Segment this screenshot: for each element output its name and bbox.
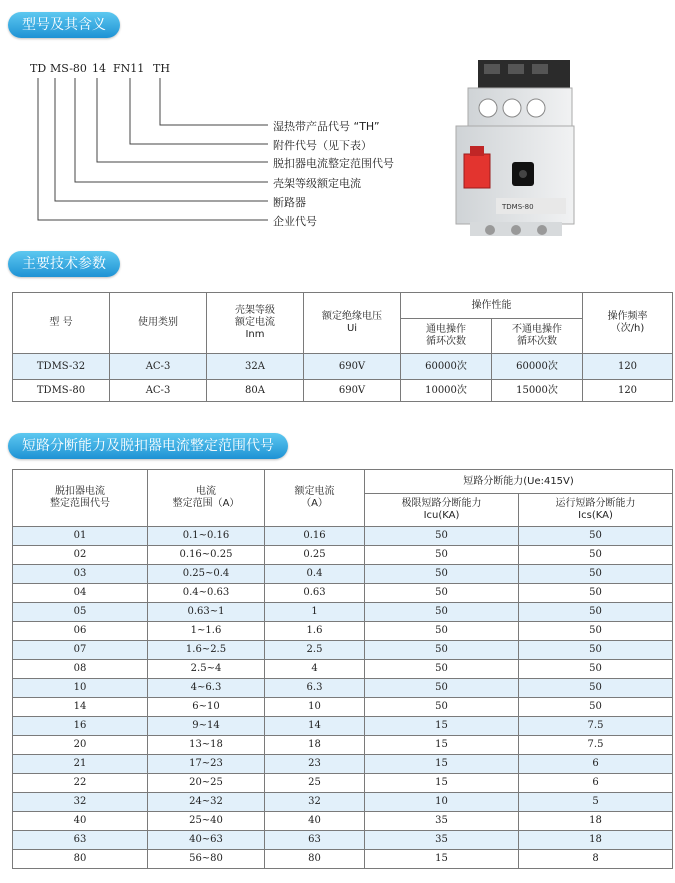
header-on-cycles: 通电操作 循环次数 — [401, 319, 492, 354]
cell: 08 — [13, 660, 148, 679]
cell: 6 — [519, 755, 673, 774]
cell: 63 — [265, 831, 365, 850]
cell: 50 — [519, 546, 673, 565]
cell: 14 — [13, 698, 148, 717]
cell: 40~63 — [148, 831, 265, 850]
cell: 690V — [304, 380, 401, 402]
header-frequency: 操作频率 （次/h) — [583, 293, 673, 354]
code-part-current: 14 — [92, 62, 106, 75]
cell: 25 — [265, 774, 365, 793]
cell: 18 — [265, 736, 365, 755]
cell: 50 — [519, 584, 673, 603]
cell: 0.4~0.63 — [148, 584, 265, 603]
cell: 120 — [583, 354, 673, 380]
cell: TDMS-32 — [13, 354, 110, 380]
cell: 10 — [265, 698, 365, 717]
code-part-ms: MS-80 — [50, 62, 87, 75]
breaking-capacity-table — [12, 469, 673, 869]
cell: AC-3 — [110, 380, 207, 402]
section-title-model: 型号及其含义 — [8, 12, 120, 38]
cell: 14 — [265, 717, 365, 736]
cell: 50 — [519, 527, 673, 546]
cell: 5 — [519, 793, 673, 812]
cell: 0.25~0.4 — [148, 565, 265, 584]
cell: 4 — [265, 660, 365, 679]
cell: 18 — [519, 831, 673, 850]
cell: 50 — [519, 565, 673, 584]
cell: 0.1~0.16 — [148, 527, 265, 546]
cell: 63 — [13, 831, 148, 850]
cell: 6~10 — [148, 698, 265, 717]
cell: 35 — [365, 831, 519, 850]
table-row — [13, 831, 673, 850]
table-row — [13, 755, 673, 774]
cell: 2.5 — [265, 641, 365, 660]
code-part-td: TD — [30, 62, 47, 75]
cell: 15000次 — [492, 380, 583, 402]
cell: 50 — [519, 698, 673, 717]
meaning-accessory: 附件代号（见下表） — [273, 139, 372, 152]
table-row — [13, 380, 673, 402]
code-part-th: TH — [153, 62, 170, 75]
cell: 80 — [13, 850, 148, 869]
cell: 15 — [365, 736, 519, 755]
cell: 0.63 — [265, 584, 365, 603]
cell: 40 — [13, 812, 148, 831]
cell: 23 — [265, 755, 365, 774]
cell: 0.63~1 — [148, 603, 265, 622]
header-model: 型 号 — [13, 293, 110, 354]
cell: 20 — [13, 736, 148, 755]
cell: 10 — [365, 793, 519, 812]
circuit-breaker-photo — [450, 58, 590, 238]
cell: 50 — [519, 660, 673, 679]
cell: 7.5 — [519, 736, 673, 755]
params-table — [12, 292, 673, 402]
cell: 10000次 — [401, 380, 492, 402]
cell: 120 — [583, 380, 673, 402]
table-row — [13, 793, 673, 812]
header-performance: 操作性能 — [401, 293, 583, 319]
cell: 06 — [13, 622, 148, 641]
cell: 0.4 — [265, 565, 365, 584]
cell: 32 — [265, 793, 365, 812]
cell: 50 — [365, 698, 519, 717]
code-part-accessory: FN11 — [113, 62, 145, 75]
cell: 0.16~0.25 — [148, 546, 265, 565]
cell: 50 — [365, 565, 519, 584]
cell: 40 — [265, 812, 365, 831]
header-category: 使用类别 — [110, 293, 207, 354]
cell: 6 — [519, 774, 673, 793]
cell: 17~23 — [148, 755, 265, 774]
table-row — [13, 660, 673, 679]
cell: TDMS-80 — [13, 380, 110, 402]
table-row — [13, 527, 673, 546]
cell: 04 — [13, 584, 148, 603]
cell: 1.6 — [265, 622, 365, 641]
cell: 13~18 — [148, 736, 265, 755]
cell: 25~40 — [148, 812, 265, 831]
header-frame-current: 壳架等级 额定电流 Inm — [207, 293, 304, 354]
cell: 50 — [519, 603, 673, 622]
header-range-code: 脱扣器电流 整定范围代号 — [13, 470, 148, 527]
cell: 20~25 — [148, 774, 265, 793]
cell: 21 — [13, 755, 148, 774]
cell: 22 — [13, 774, 148, 793]
cell: 10 — [13, 679, 148, 698]
cell: 56~80 — [148, 850, 265, 869]
cell: 0.16 — [265, 527, 365, 546]
cell: 03 — [13, 565, 148, 584]
table-row — [13, 812, 673, 831]
cell: 1 — [265, 603, 365, 622]
cell: 18 — [519, 812, 673, 831]
meaning-company: 企业代号 — [273, 215, 317, 228]
cell: 60000次 — [401, 354, 492, 380]
cell: 50 — [519, 641, 673, 660]
table-row — [13, 354, 673, 380]
meaning-frame-current: 壳架等级额定电流 — [273, 177, 361, 190]
header-current-range: 电流 整定范围（A） — [148, 470, 265, 527]
cell: 32A — [207, 354, 304, 380]
section-title-params: 主要技术参数 — [8, 251, 120, 277]
header-ics: 运行短路分断能力 Ics(KA) — [519, 494, 673, 527]
cell: 07 — [13, 641, 148, 660]
table-row — [13, 565, 673, 584]
cell: 05 — [13, 603, 148, 622]
cell: 50 — [365, 527, 519, 546]
cell: 32 — [13, 793, 148, 812]
cell: 1.6~2.5 — [148, 641, 265, 660]
meaning-range-code: 脱扣器电流整定范围代号 — [273, 157, 394, 170]
meaning-th: 湿热带产品代号 “TH” — [273, 120, 380, 133]
cell: 50 — [365, 660, 519, 679]
table-row — [13, 546, 673, 565]
cell: 15 — [365, 774, 519, 793]
header-icu: 极限短路分断能力 Icu(KA) — [365, 494, 519, 527]
cell: 50 — [365, 679, 519, 698]
photo-model-label: TDMS-80 — [502, 203, 534, 211]
table-row — [13, 736, 673, 755]
cell: 80 — [265, 850, 365, 869]
cell: 50 — [365, 603, 519, 622]
cell: 0.25 — [265, 546, 365, 565]
cell: 01 — [13, 527, 148, 546]
section-title-breaking: 短路分断能力及脱扣器电流整定范围代号 — [8, 433, 288, 459]
cell: 16 — [13, 717, 148, 736]
cell: 7.5 — [519, 717, 673, 736]
header-rated-current: 额定电流 （A） — [265, 470, 365, 527]
header-off-cycles: 不通电操作 循环次数 — [492, 319, 583, 354]
cell: 50 — [519, 679, 673, 698]
cell: 60000次 — [492, 354, 583, 380]
header-breaking-capacity: 短路分断能力(Ue:415V) — [365, 470, 673, 494]
cell: 50 — [365, 546, 519, 565]
cell: 2.5~4 — [148, 660, 265, 679]
table-row — [13, 584, 673, 603]
cell: 6.3 — [265, 679, 365, 698]
cell: 02 — [13, 546, 148, 565]
cell: 24~32 — [148, 793, 265, 812]
table-row — [13, 603, 673, 622]
cell: 1~1.6 — [148, 622, 265, 641]
cell: 50 — [365, 584, 519, 603]
cell: 9~14 — [148, 717, 265, 736]
cell: 50 — [519, 622, 673, 641]
table-row — [13, 698, 673, 717]
header-insulation: 额定绝缘电压 Ui — [304, 293, 401, 354]
table-row — [13, 774, 673, 793]
meaning-breaker: 断路器 — [273, 196, 306, 209]
cell: 15 — [365, 717, 519, 736]
cell: 80A — [207, 380, 304, 402]
cell: 50 — [365, 641, 519, 660]
cell: 50 — [365, 622, 519, 641]
cell: 4~6.3 — [148, 679, 265, 698]
table-row — [13, 850, 673, 869]
table-row — [13, 679, 673, 698]
cell: 35 — [365, 812, 519, 831]
table-row — [13, 717, 673, 736]
cell: AC-3 — [110, 354, 207, 380]
cell: 690V — [304, 354, 401, 380]
cell: 15 — [365, 755, 519, 774]
table-row — [13, 641, 673, 660]
cell: 8 — [519, 850, 673, 869]
table-row — [13, 622, 673, 641]
cell: 15 — [365, 850, 519, 869]
